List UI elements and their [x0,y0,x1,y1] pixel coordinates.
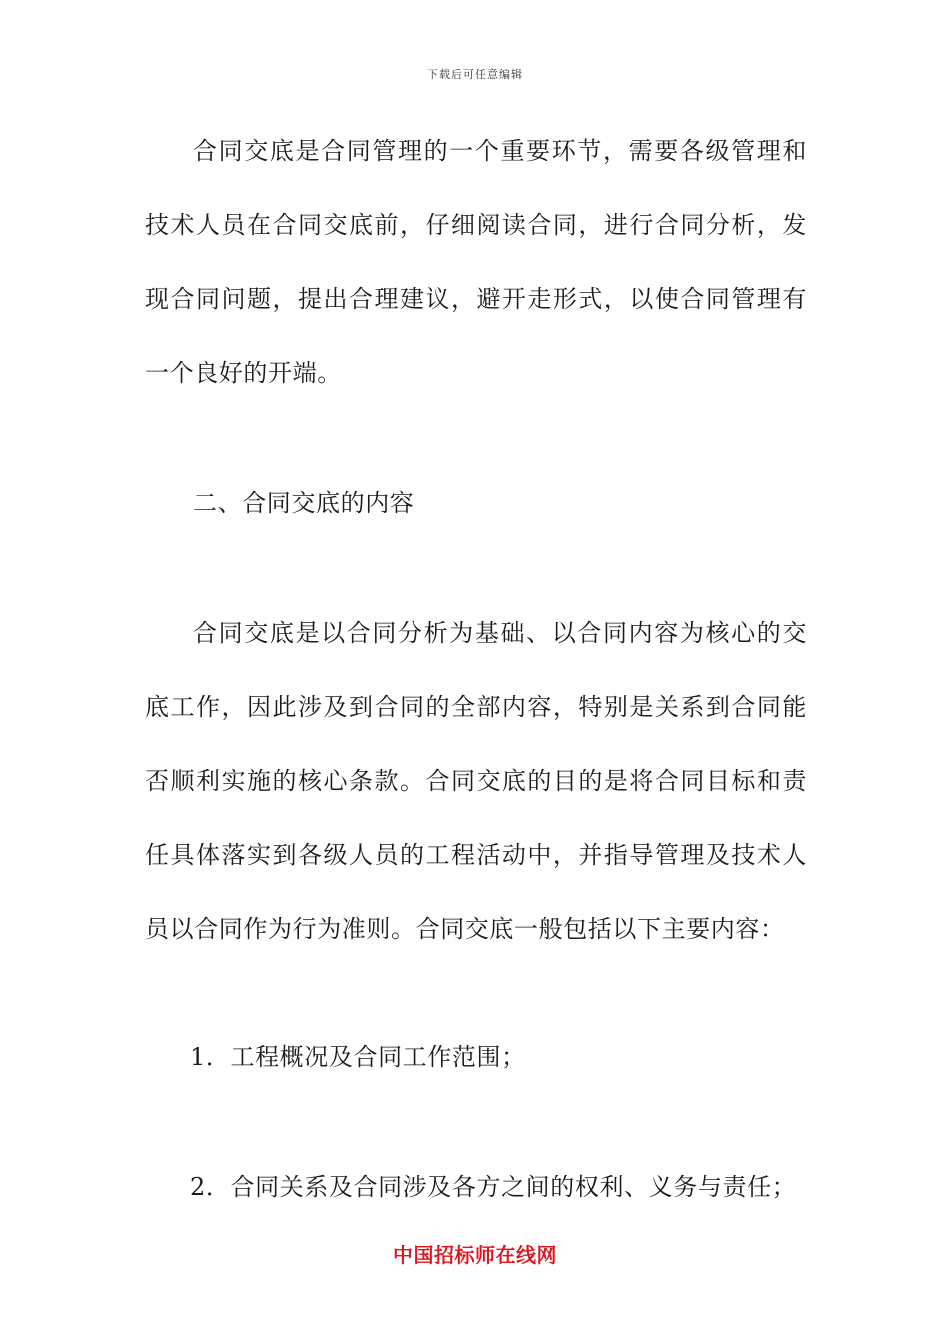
list-item: 1．工程概况及合同工作范围； [190,1043,526,1071]
header-note: 下载后可任意编辑 [427,68,523,81]
footer-brand-watermark: 中国招标师在线网 [393,1243,557,1267]
paragraph-intro: 合同交底是合同管理的一个重要环节，需要各级管理和技术人员在合同交底前，仔细阅读合同，进行合同分析，发现合同问题，提出合理建议，避开走形式，以使合同管理有一个良好的开端。 [145,137,807,387]
list-item: 2．合同关系及合同涉及各方之间的权利、义务与责任； [190,1173,797,1201]
paragraph-content: 合同交底是以合同分析为基础、以合同内容为核心的交底工作，因此涉及到合同的全部内容，特别是关系到合同能否顺利实施的核心条款。合同交底的目的是将合同目标和责任具体落实到各级人员的工程活动中，并指导管理及技术人员以合同作为行为准则。合同交底一般包括以下主要内容： [145,619,807,943]
section-heading: 二、合同交底的内容 [193,489,415,517]
